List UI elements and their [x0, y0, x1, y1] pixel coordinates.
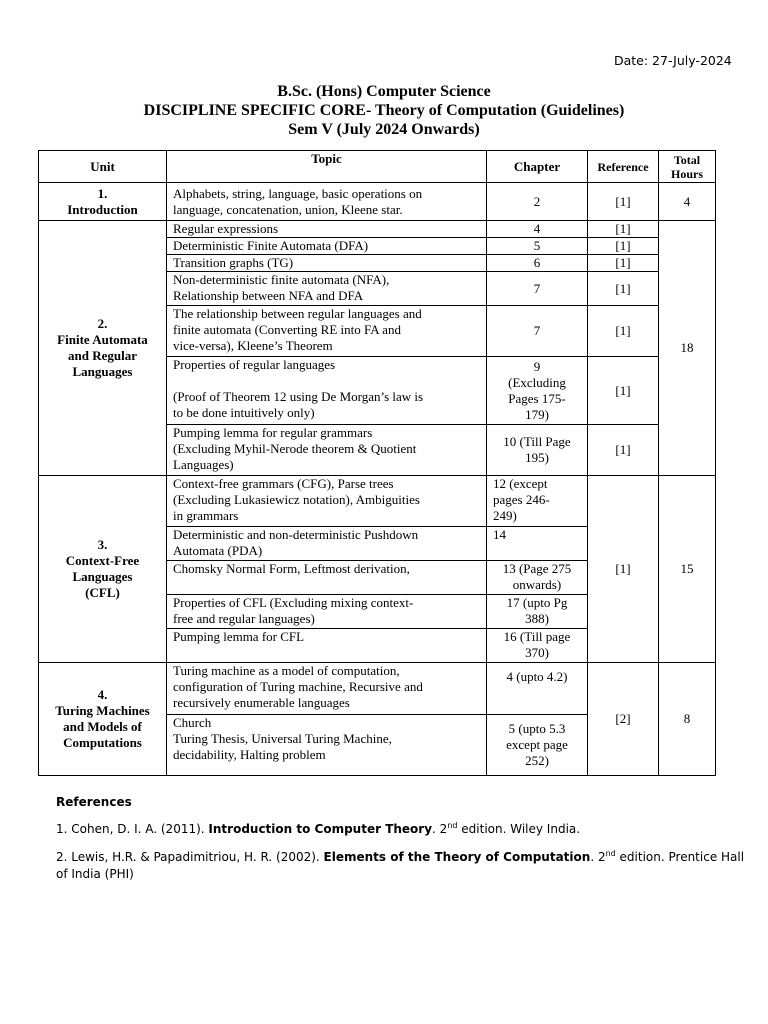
hours-cell: 18: [659, 221, 716, 476]
topic-cell: Pumping lemma for CFL: [167, 629, 487, 663]
reference-item: 2. Lewis, H.R. & Papadimitriou, H. R. (2002). Elements of the Theory of Computation. 2nd edition. Prentice Hall of India (PHI): [56, 849, 745, 881]
topic-cell: Pumping lemma for regular grammars (Excluding Myhil-Nerode theorem & Quotient Languages): [167, 425, 487, 476]
document-heading: [0, 82, 768, 139]
chapter-cell: 6: [487, 255, 588, 272]
topic-cell: Deterministic and non-deterministic Pushdown Automata (PDA): [167, 527, 487, 561]
topic-cell: Regular expressions: [167, 221, 487, 238]
hours-cell: 4: [659, 183, 716, 221]
reference-cell: [2]: [588, 663, 659, 776]
topic-cell: Properties of CFL (Excluding mixing context- free and regular languages): [167, 595, 487, 629]
chapter-cell: 4: [487, 221, 588, 238]
chapter-cell: 14: [487, 527, 588, 561]
chapter-cell: 4 (upto 4.2): [487, 663, 588, 715]
reference-book-title: Introduction to Computer Theory: [208, 822, 433, 836]
table-row: [39, 221, 716, 238]
unit-3-cell: 3. Context-Free Languages (CFL): [39, 476, 167, 663]
topic-cell: Deterministic Finite Automata (DFA): [167, 238, 487, 255]
header-chapter: Chapter: [487, 151, 588, 183]
reference-cell: [1]: [588, 357, 659, 425]
document-date: Date: 27-July-2024: [614, 53, 732, 68]
heading-semester: Sem V (July 2024 Onwards): [288, 121, 480, 138]
topic-cell: Turing machine as a model of computation, configuration of Turing machine, Recursive and recursively enumerable languages: [167, 663, 487, 715]
reference-item: 1. Cohen, D. I. A. (2011). Introduction to Computer Theory. 2nd edition. Wiley India.: [56, 821, 581, 836]
header-unit: Unit: [39, 151, 167, 183]
references-section: [56, 794, 746, 894]
chapter-cell: 9 (Excluding Pages 175- 179): [487, 357, 588, 425]
reference-cell: [1]: [588, 476, 659, 663]
reference-book-title: Elements of the Theory of Computation: [323, 850, 591, 864]
table-row: [39, 183, 716, 221]
reference-cell: [1]: [588, 272, 659, 306]
reference-cell: [1]: [588, 255, 659, 272]
topic-cell: The relationship between regular languages and finite automata (Converting RE into FA and vice-versa), Kleene’s Theorem: [167, 306, 487, 357]
header-reference: Reference: [588, 151, 659, 183]
topic-cell: Context-free grammars (CFG), Parse trees (Excluding Lukasiewicz notation), Ambiguities in grammars: [167, 476, 487, 527]
chapter-cell: 10 (Till Page 195): [487, 425, 588, 476]
chapter-cell: 17 (upto Pg 388): [487, 595, 588, 629]
topic-cell: Properties of regular languages (Proof of Theorem 12 using De Morgan’s law is to be done intuitively only): [167, 357, 487, 425]
chapter-cell: 5 (upto 5.3 except page 252): [487, 715, 588, 776]
heading-program: B.Sc. (Hons) Computer Science: [277, 83, 491, 100]
heading-course: DISCIPLINE SPECIFIC CORE- Theory of Computation (Guidelines): [143, 102, 625, 119]
chapter-cell: 2: [487, 183, 588, 221]
topic-cell: Church Turing Thesis, Universal Turing Machine, decidability, Halting problem: [167, 715, 487, 776]
unit-2-cell: 2. Finite Automata and Regular Languages: [39, 221, 167, 476]
reference-cell: [1]: [588, 306, 659, 357]
chapter-cell: 7: [487, 306, 588, 357]
reference-cell: [1]: [588, 183, 659, 221]
unit-4-cell: 4. Turing Machines and Models of Computations: [39, 663, 167, 776]
header-total-hours: Total Hours: [659, 151, 716, 183]
chapter-cell: 5: [487, 238, 588, 255]
hours-cell: 15: [659, 476, 716, 663]
header-topic: Topic: [167, 151, 487, 183]
unit-1-cell: 1. Introduction: [39, 183, 167, 221]
chapter-cell: 12 (except pages 246- 249): [487, 476, 588, 527]
reference-cell: [1]: [588, 425, 659, 476]
topic-cell: Transition graphs (TG): [167, 255, 487, 272]
topic-cell: Chomsky Normal Form, Leftmost derivation,: [167, 561, 487, 595]
hours-cell: 8: [659, 663, 716, 776]
chapter-cell: 16 (Till page 370): [487, 629, 588, 663]
chapter-cell: 13 (Page 275 onwards): [487, 561, 588, 595]
reference-cell: [1]: [588, 238, 659, 255]
syllabus-table: [38, 150, 716, 776]
references-title: References: [56, 795, 132, 809]
topic-cell: Alphabets, string, language, basic operations on language, concatenation, union, Kleene star.: [167, 183, 487, 221]
table-row: [39, 476, 716, 527]
table-row: [39, 663, 716, 715]
reference-cell: [1]: [588, 221, 659, 238]
table-header-row: [39, 151, 716, 183]
topic-cell: Non-deterministic finite automata (NFA), Relationship between NFA and DFA: [167, 272, 487, 306]
chapter-cell: 7: [487, 272, 588, 306]
